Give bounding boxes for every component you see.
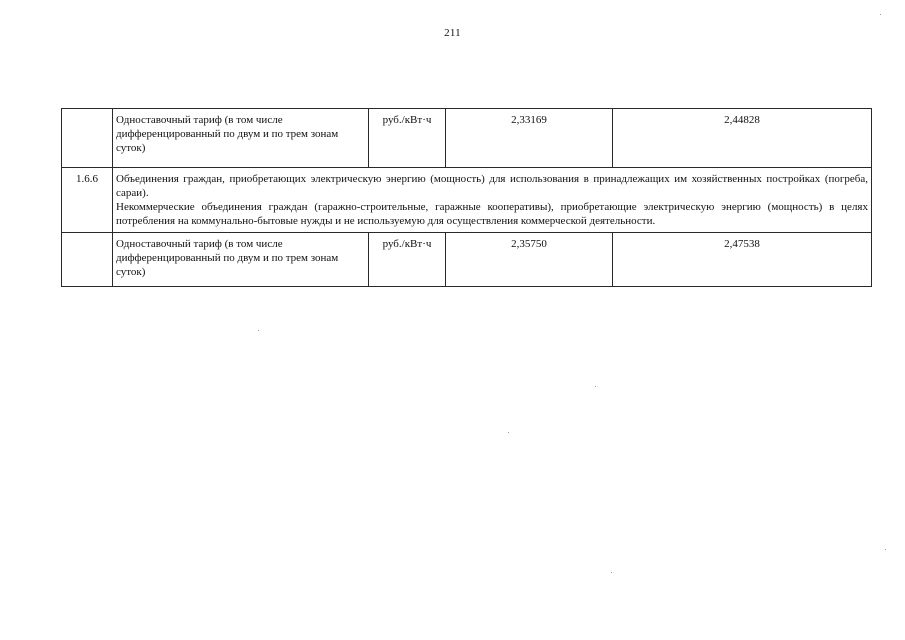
page-number: 211: [444, 27, 461, 39]
scan-speck: [508, 432, 509, 433]
description-paragraph-2: Некоммерческие объединения граждан (гаражно-строительные, гаражные кооперативы), приобретающие электрическую энергию (мощность) в целях потребления на коммунально-бытовые нужды и не используемую для осуществления коммерческой деятельности.: [116, 201, 868, 227]
tariff-unit: руб./кВт·ч: [369, 109, 446, 168]
scan-speck: [885, 549, 886, 550]
consumer-group-description: [113, 168, 872, 233]
table-row: [62, 168, 872, 233]
description-paragraph-1: Объединения граждан, приобретающих электрическую энергию (мощность) для использования в принадлежащих им хозяйственных постройках (погреба, сараи).: [116, 173, 868, 199]
scan-speck: [258, 330, 259, 331]
tariff-value-second-half: 2,44828: [613, 109, 872, 168]
row-code: [62, 233, 113, 287]
tariff-value-first-half: 2,35750: [446, 233, 613, 287]
tariff-value-first-half: 2,33169: [446, 109, 613, 168]
tariff-value-second-half: 2,47538: [613, 233, 872, 287]
tariff-unit: руб./кВт·ч: [369, 233, 446, 287]
scan-speck: [595, 386, 596, 387]
table-row: [62, 109, 872, 168]
scan-speck: [611, 572, 612, 573]
tariff-name: Одноставочный тариф (в том числе дифференцированный по двум и по трем зонам суток): [113, 233, 369, 287]
scan-speck: [880, 14, 881, 15]
tariff-table: [61, 108, 872, 287]
tariff-name: Одноставочный тариф (в том числе дифференцированный по двум и по трем зонам суток): [113, 109, 369, 168]
row-code: [62, 109, 113, 168]
row-code: 1.6.6: [62, 168, 113, 233]
table-row: [62, 233, 872, 287]
